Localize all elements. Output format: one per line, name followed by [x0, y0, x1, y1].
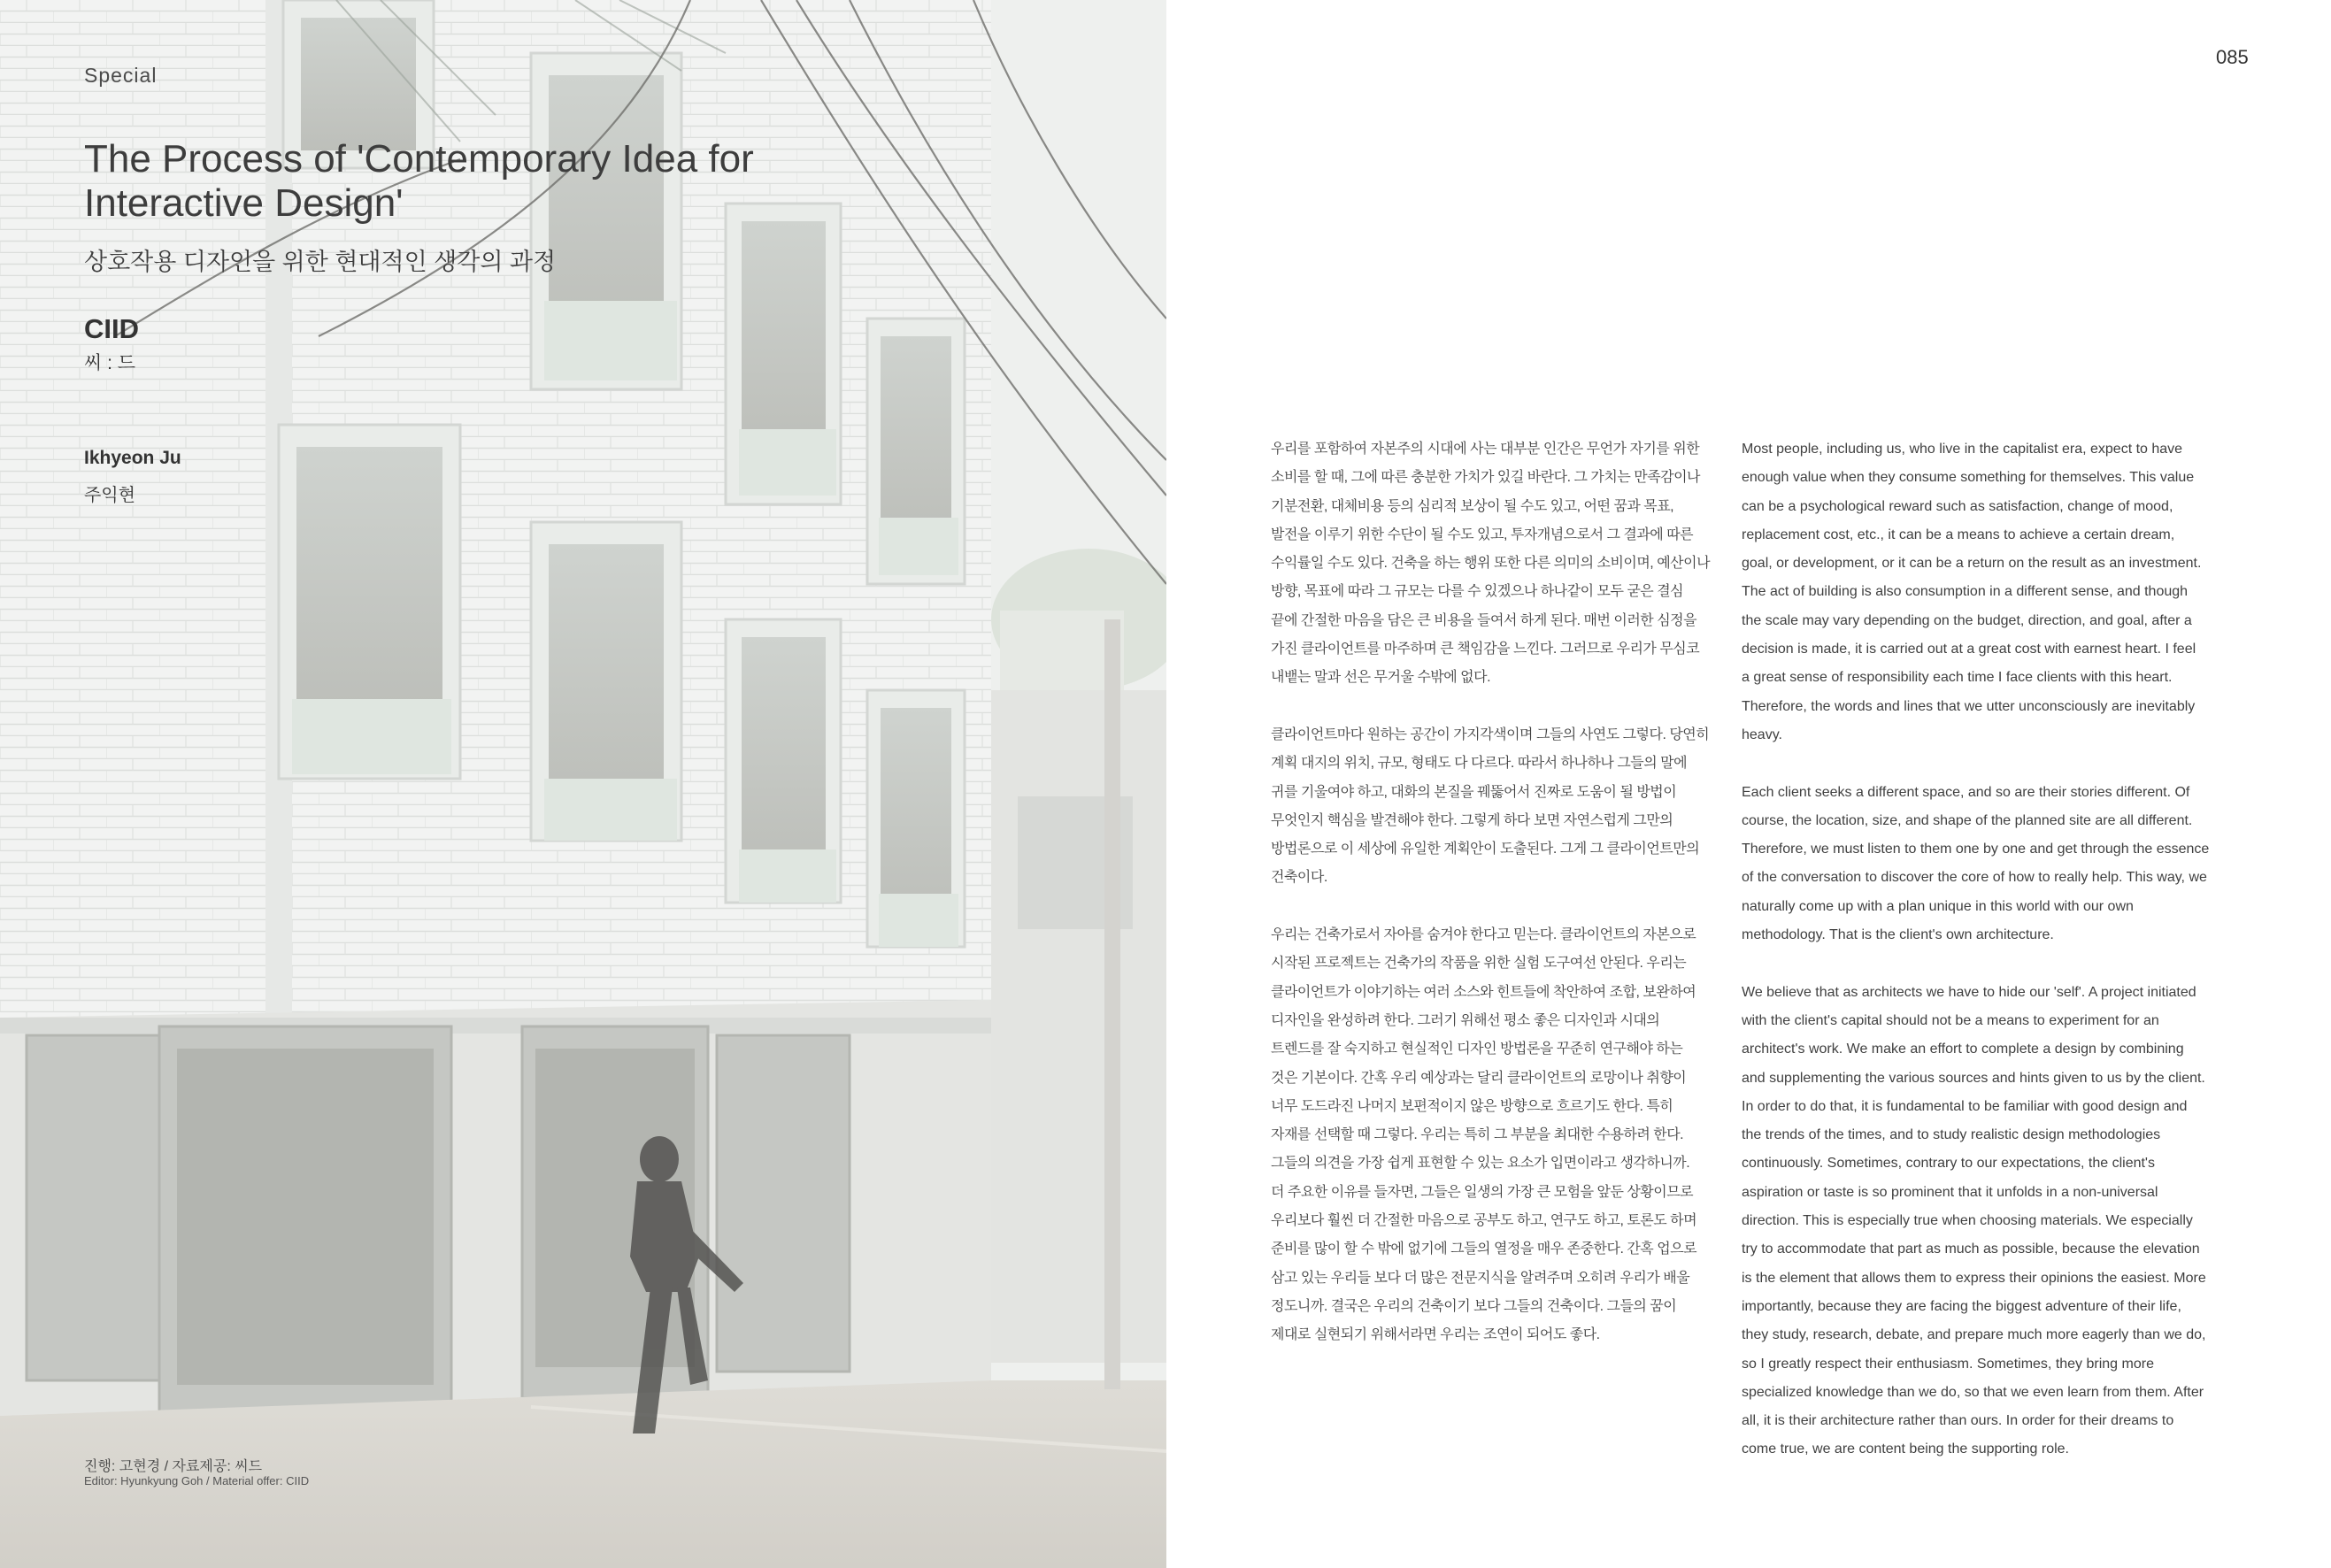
title-en-line-2: Interactive Design' — [84, 181, 404, 225]
article-title-en — [84, 137, 757, 226]
paragraph — [1271, 435, 1713, 693]
text-line: can be a psychological reward such as satisfaction, change of mood, — [1742, 498, 2173, 514]
text-line: 클라이언트마다 원하는 공간이 가지각색이며 그들의 사연도 그렇다. 당연히 — [1271, 726, 1710, 742]
text-line: Most people, including us, who live in the capitalist era, expect to have — [1742, 442, 2183, 457]
text-line: aspiration or taste is so prominent that it unfolds in a non-universal — [1742, 1184, 2158, 1200]
text-line: In order to do that, it is fundamental to be familiar with good design and — [1742, 1098, 2188, 1114]
text-line: methodology. That is the client's own architecture. — [1742, 927, 2054, 943]
text-line: try to accommodate that part as much as possible, because the elevation — [1742, 1241, 2200, 1257]
text-line: 제대로 실현되기 위해서라면 우리는 조연이 되어도 좋다. — [1271, 1327, 1600, 1343]
text-line: continuously. Sometimes, contrary to our expectations, the client's — [1742, 1156, 2155, 1172]
text-line: 너무 도드라진 나머지 보편적이지 않은 방향으로 흐르기도 한다. 특히 — [1271, 1098, 1673, 1114]
text-line: 건축이다. — [1271, 870, 1327, 886]
text-line: 계획 대지의 위치, 규모, 형태도 다 다르다. 따라서 하나하나 그들의 말에 — [1271, 756, 1688, 772]
firm-name: CIID — [84, 313, 139, 344]
text-line: architect's work. We make an effort to complete a design by combining — [1742, 1041, 2184, 1057]
text-line: and supplementing the various sources and hints given to us by the client. — [1742, 1070, 2205, 1086]
text-line: importantly, because they are facing the biggest adventure of their life, — [1742, 1298, 2181, 1314]
right-page — [1166, 0, 2331, 1568]
paragraph — [1742, 979, 2215, 1464]
title-en-line-1: The Process of 'Contemporary Idea for — [84, 137, 754, 181]
firm-name-ko: 씨 : 드 — [84, 353, 136, 373]
text-line: 그들의 의견을 가장 쉽게 표현할 수 있는 요소가 입면이라고 생각하니까. — [1271, 1156, 1690, 1172]
author-name: Ikhyeon Ju — [84, 448, 181, 468]
photo-credit-ko: 진행: 고현경 / 자료제공: 씨드 — [84, 1459, 263, 1474]
text-line: replacement cost, etc., it can be a means to achieve a certain dream, — [1742, 527, 2175, 542]
text-line: all, it is their architecture rather than ours. In order for their dreams to — [1742, 1413, 2174, 1429]
text-line: 우리는 건축가로서 자아를 숨겨야 한다고 믿는다. 클라이언트의 자본으로 — [1271, 927, 1696, 943]
text-line: specialized knowledge than we do, so that we even learn from them. After — [1742, 1384, 2204, 1400]
text-line: with the client's capital should not be a means to experiment for an — [1742, 1012, 2159, 1028]
text-line: the trends of the times, and to study realistic design methodologies — [1742, 1127, 2161, 1143]
text-line: 디자인을 완성하려 한다. 그러기 위해선 평소 좋은 디자인과 시대의 — [1271, 1012, 1660, 1028]
text-line: 발전을 이루기 위한 수단이 될 수도 있고, 투자개념으로서 그 결과에 따른 — [1271, 527, 1694, 542]
paragraph — [1742, 435, 2215, 749]
text-line: 자재를 선택할 때 그렇다. 우리는 특히 그 부분을 최대한 수용하려 한다. — [1271, 1127, 1684, 1143]
text-line: 방법론으로 이 세상에 유일한 계획안이 도출된다. 그게 그 클라이언트만의 — [1271, 842, 1700, 857]
text-line: 우리보다 훨씬 더 간절한 마음으로 공부도 하고, 연구도 하고, 토론도 하며 — [1271, 1213, 1697, 1229]
text-line: decision is made, it is carried out at a great cost with earnest heart. I feel — [1742, 642, 2196, 657]
text-line: The act of building is also consumption in a different sense, and though — [1742, 584, 2189, 600]
text-line: 삼고 있는 우리들 보다 더 많은 전문지식을 알려주며 오히려 우리가 배울 — [1271, 1270, 1690, 1286]
text-line: goal, or development, or it can be a return on the result as an investment. — [1742, 556, 2202, 572]
text-line: 것은 기본이다. 간혹 우리 예상과는 달리 클라이언트의 로망이나 취향이 — [1271, 1070, 1687, 1086]
text-line: 무엇인지 핵심을 발견해야 한다. 그렇게 하다 보면 자연스럽게 그만의 — [1271, 812, 1673, 828]
paragraph — [1271, 921, 1713, 1349]
text-line: 시작된 프로젝트는 건축가의 작품을 위한 실험 도구여선 안된다. 우리는 — [1271, 956, 1687, 972]
page-number: 085 — [2216, 46, 2249, 68]
section-label: Special — [84, 64, 158, 87]
text-line: Therefore, the words and lines that we utter unconsciously are inevitably — [1742, 698, 2196, 714]
text-line: We believe that as architects we have to hide our 'self'. A project initiated — [1742, 984, 2196, 1000]
text-line: naturally come up with a plan unique in this world with our own — [1742, 898, 2134, 914]
paragraph — [1742, 779, 2215, 950]
text-line: 방향, 목표에 따라 그 규모는 다를 수 있겠으나 하나같이 모두 굳은 결심 — [1271, 584, 1684, 600]
text-line: Therefore, we must listen to them one by one and get through the essence — [1742, 842, 2210, 857]
text-line: 가진 클라이언트를 마주하며 큰 책임감을 느낀다. 그러므로 우리가 무심코 — [1271, 642, 1700, 657]
text-line: direction. This is especially true when choosing materials. We especially — [1742, 1213, 2193, 1229]
text-line: Each client seeks a different space, and so are their stories different. Of — [1742, 784, 2190, 800]
body-column-english — [1742, 435, 2215, 1493]
text-line: the scale may vary depending on the budget, direction, and goal, after a — [1742, 612, 2192, 628]
text-line: they study, research, debate, and prepare much more eagerly than we do, — [1742, 1327, 2206, 1343]
text-line: enough value when they consume something for themselves. This value — [1742, 470, 2195, 486]
article-title-ko: 상호작용 디자인을 위한 현대적인 생각의 과정 — [84, 249, 557, 275]
text-line: a great sense of responsibility each time I face clients with this heart. — [1742, 670, 2173, 686]
text-line: is the element that allows them to express their opinions the easiest. More — [1742, 1270, 2206, 1286]
text-line: come true, we are content being the supporting role. — [1742, 1441, 2069, 1457]
paragraph — [1271, 721, 1713, 893]
text-line: 귀를 기울여야 하고, 대화의 본질을 꿰뚫어서 진짜로 도움이 될 방법이 — [1271, 784, 1677, 800]
text-line: 소비를 할 때, 그에 따른 충분한 가치가 있길 바란다. 그 가치는 만족감이나 — [1271, 470, 1701, 486]
text-line: 끝에 간절한 마음을 담은 큰 비용을 들여서 하게 된다. 매번 이러한 심정을 — [1271, 612, 1697, 628]
text-line: 내뱉는 말과 선은 무거울 수밖에 없다. — [1271, 670, 1491, 686]
text-line: 트렌드를 잘 숙지하고 현실적인 디자인 방법론을 꾸준히 연구해야 하는 — [1271, 1041, 1683, 1057]
author-name-ko: 주익현 — [84, 486, 135, 505]
text-line: 수익률일 수도 있다. 건축을 하는 행위 또한 다른 의미의 소비이며, 예산이나 — [1271, 556, 1711, 572]
text-line: 준비를 많이 할 수 밖에 없기에 그들의 열정을 매우 존중한다. 간혹 업으로 — [1271, 1241, 1697, 1257]
text-line: of the conversation to discover the core of how to really help. This way, we — [1742, 870, 2207, 886]
text-line: heavy. — [1742, 726, 1782, 742]
body-column-korean — [1271, 435, 1713, 1379]
photo-credit-en: Editor: Hyunkyung Goh / Material offer: CIID — [84, 1474, 310, 1487]
text-line: 더 주요한 이유를 들자면, 그들은 일생의 가장 큰 모험을 앞둔 상황이므로 — [1271, 1184, 1694, 1200]
text-line: 정도니까. 결국은 우리의 건축이기 보다 그들의 건축이다. 그들의 꿈이 — [1271, 1298, 1677, 1314]
text-line: so I greatly respect their enthusiasm. Sometimes, they bring more — [1742, 1356, 2154, 1372]
text-line: course, the location, size, and shape of the planned site are all different. — [1742, 812, 2193, 828]
text-line: 우리를 포함하여 자본주의 시대에 사는 대부분 인간은 무언가 자기를 위한 — [1271, 442, 1700, 457]
text-line: 클라이언트가 이야기하는 여러 소스와 힌트들에 착안하여 조합, 보완하여 — [1271, 984, 1696, 1000]
text-line: 기분전환, 대체비용 등의 심리적 보상이 될 수도 있고, 어떤 꿈과 목표, — [1271, 498, 1674, 514]
